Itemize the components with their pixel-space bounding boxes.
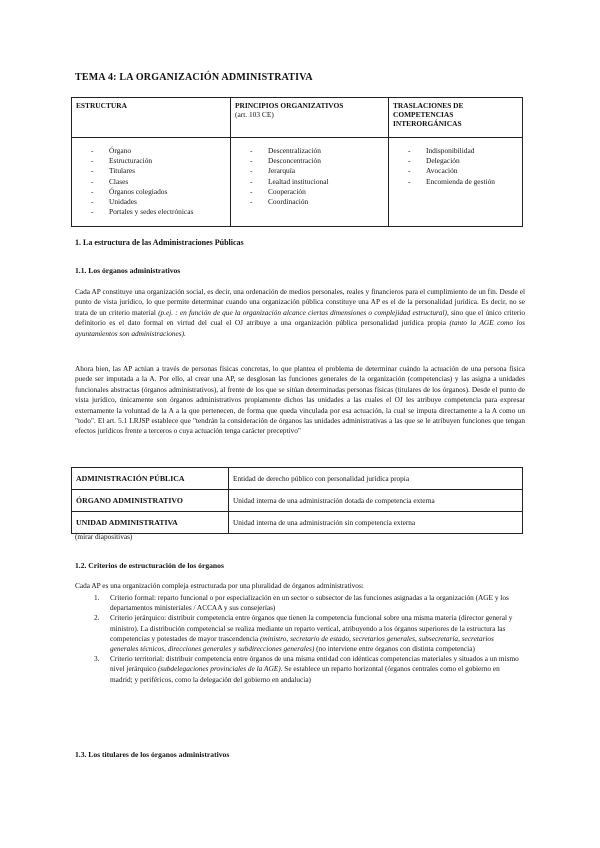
definition: Unidad interna de una administración dotada de competencia externa xyxy=(229,490,523,512)
list-item: - Lealtad institucional xyxy=(250,177,384,187)
header-estructura: ESTRUCTURA xyxy=(72,98,231,138)
list-item: - Clases xyxy=(91,177,226,187)
summary-table xyxy=(71,97,523,227)
table-row xyxy=(72,468,523,490)
list-item: - Órganos colegiados xyxy=(91,187,226,197)
list-item: - Unidades xyxy=(91,197,226,207)
section-heading: 1. La estructura de las Administraciones Públicas xyxy=(75,238,244,247)
list-item: 3. Criterio territorial: distribuir competencia entre órganos de una misma entidad con idénticas competencias materiales y situados a un mismo nivel jerárquico (subdelegaciones provinciales de la AGE). Se establece un reparto horizontal (órganos centrales como el gobierno en madrid; y periféricos, como la delegación del gobierno en andalucía) xyxy=(94,654,519,684)
list-item: - Portales y sedes electrónicas xyxy=(91,207,226,217)
list-item: - Encomienda de gestión xyxy=(408,177,518,187)
list-item: - Indisponibilidad xyxy=(408,146,518,156)
list-item: - Avocación xyxy=(408,166,518,176)
page-title: TEMA 4: LA ORGANIZACIÓN ADMINISTRATIVA xyxy=(75,72,313,83)
estructura-list xyxy=(72,138,231,227)
principios-list xyxy=(231,138,389,227)
term: UNIDAD ADMINISTRATIVA xyxy=(72,512,229,534)
subsection-heading: 1.1. Los órganos administrativos xyxy=(75,266,181,275)
criteria-list xyxy=(94,593,524,685)
header-traslaciones: TRASLACIONES DE COMPETENCIAS INTERORGÁNICAS xyxy=(389,98,523,138)
list-item: 1. Criterio formal: reparto funcional o por especialización en un sector o subsector de las funciones asignadas a la organización (AGE y los departamentos ministeriales / ACCAA y sus consejerías) xyxy=(94,593,509,613)
traslaciones-list xyxy=(389,138,523,227)
list-item: 2. Criterio jerárquico: distribuir competencia entre órganos que tienen la competencia funcional sobre una misma materia (director general y ministro). La distribución competencial se realiza mediante un reparto vertical, atribuyendo a los órganos superiores de la estructura las competencias y potestades de mayor trascendencia (ministro, secretario de estado, secretarios generales, subsecretaría, secretarios generales técnicos, direcciones generales y subdirecciones generales) (no interviene entre órganos con distinta competencia) xyxy=(94,613,513,654)
definitions-table xyxy=(71,467,523,534)
table-caption: (mirar diapositivas) xyxy=(75,532,133,541)
list-item: - Órgano xyxy=(91,146,226,156)
list-item: - Coordinación xyxy=(250,197,384,207)
list-item: - Cooperación xyxy=(250,187,384,197)
subsection-heading: 1.3. Los titulares de los órganos administrativos xyxy=(75,750,230,759)
definition: Entidad de derecho público con personalidad jurídica propia xyxy=(229,468,523,490)
list-item: - Desconcentración xyxy=(250,156,384,166)
list-item: - Estructuración xyxy=(91,156,226,166)
list-item: - Descentralización xyxy=(250,146,384,156)
paragraph: Ahora bien, las AP actúan a través de personas físicas concretas, lo que plantea el problema de determinar cuándo la actuación de una persona física puede ser imputada a la A. Por ello, al crear una AP, se desglosan las funciones generales de la organización (competencias) y las asigna a unidades funcionales abstractas (órganos administrativos), al frente de los que se sitúan determinadas personas físicas (titulares de los órganos). Desde el punto de vista jurídico, únicamente son órganos administrativos propiamente dichos las unidades a las cuales el OJ les atribuye competencia para expresar externamente la voluntad de la A a la que pertenecen, de forma que queda vinculada por esa actuación, la cual se imputa directamente a la A como un "todo". El art. 5.1 LRJSP establece que "tendrán la consideración de órganos las unidades administrativas a las que se le atribuyen funciones que tengan efectos jurídicos frente a terceros o cuya actuación tenga carácter preceptivo" xyxy=(75,364,525,436)
paragraph: Cada AP constituye una organización social, es decir, una ordenación de medios personales, reales y financieros para el cumplimiento de un fin. Desde el punto de vista jurídico, lo que permite determinar cuando una organización pública constituye una AP es el de la personalidad jurídica. Es decir, no se trata de un criterio material (p.ej. : en función de que la organización alcance ciertas dimensiones o complejidad estructural), sino que el único criterio definitorio es el dato formal en virtud del cual el OJ atribuye a una organización pública personalidad jurídica propia (tanto la AGE como los ayuntamientos son administraciones). xyxy=(75,287,525,338)
table-row xyxy=(72,512,523,534)
header-principios: PRINCIPIOS ORGANIZATIVOS (art. 103 CE) xyxy=(231,98,389,138)
definition: Unidad interna de una administración sin competencia externa xyxy=(229,512,523,534)
term: ÓRGANO ADMINISTRATIVO xyxy=(72,490,229,512)
intro-text: Cada AP es una organización compleja estructurada por una pluralidad de órganos administrativos: xyxy=(75,581,364,590)
list-item: - Titulares xyxy=(91,166,226,176)
list-item: - Delegación xyxy=(408,156,518,166)
subsection-heading: 1.2. Criterios de estructuración de los órganos xyxy=(75,561,224,570)
table-row xyxy=(72,490,523,512)
term: ADMINISTRACIÓN PÚBLICA xyxy=(72,468,229,490)
list-item: - Jerarquía xyxy=(250,166,384,176)
